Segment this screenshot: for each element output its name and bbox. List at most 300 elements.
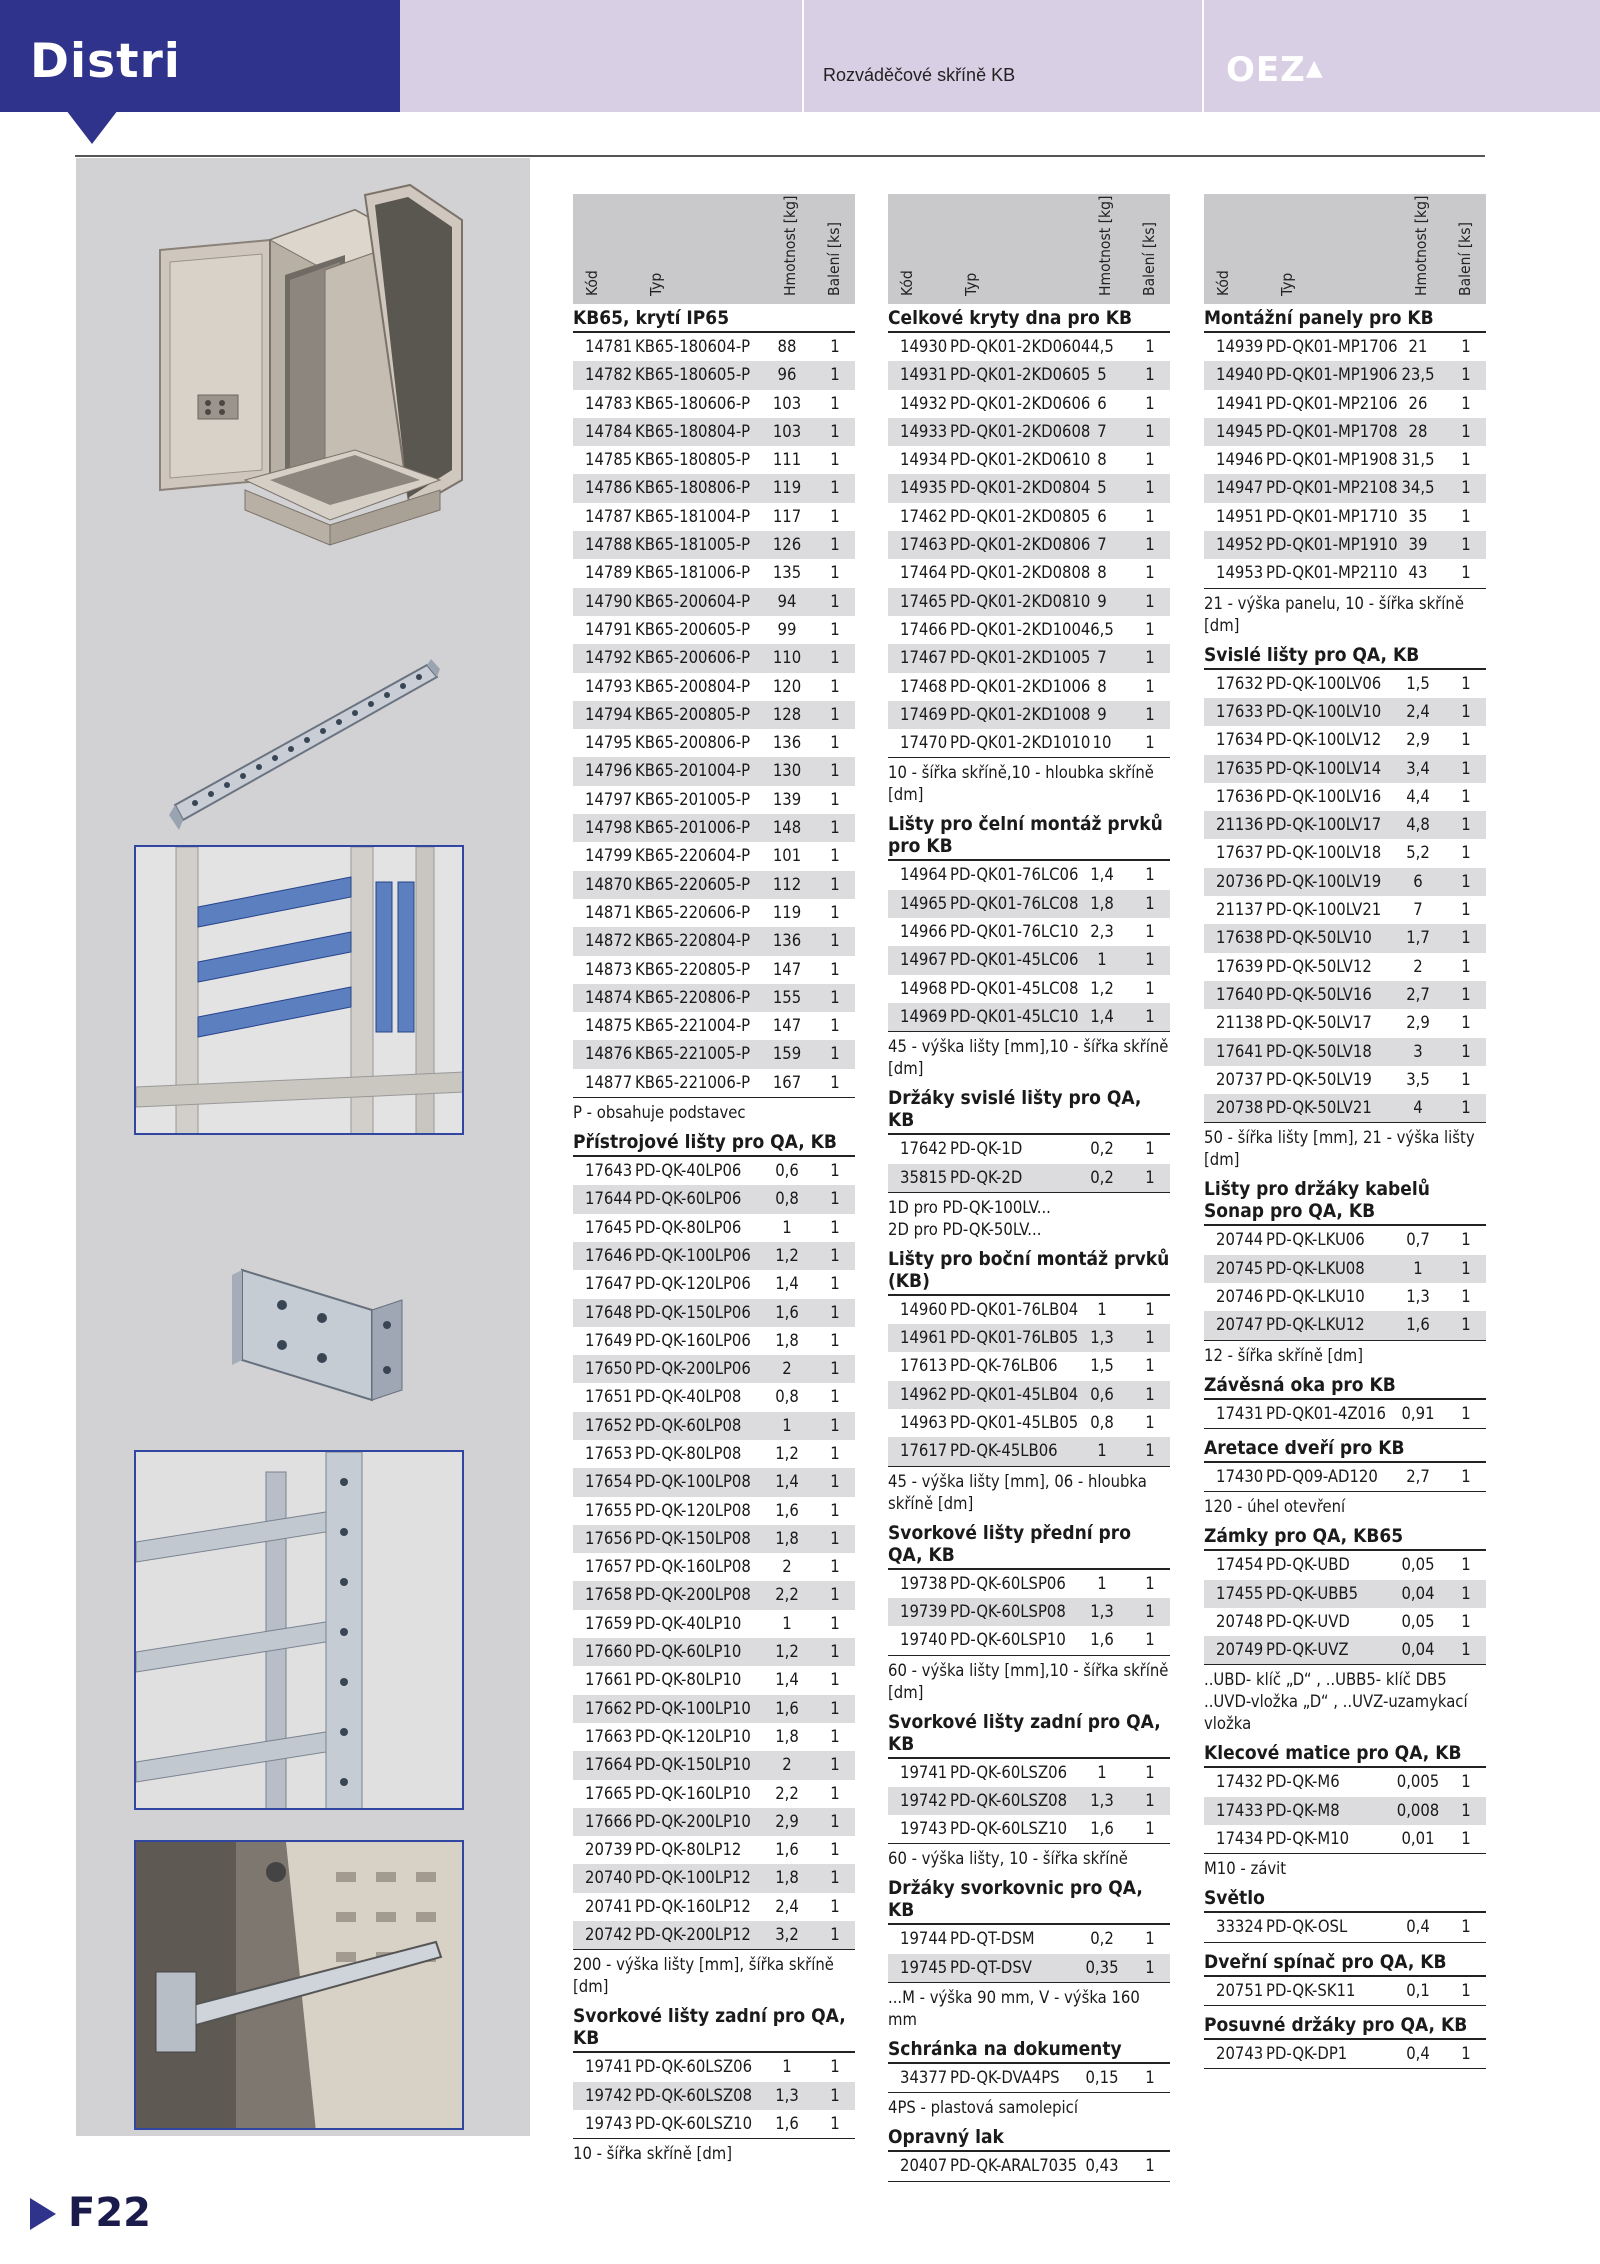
cell-type: PD-QK-80LP06 [635, 1217, 742, 1237]
table-row [1204, 361, 1486, 389]
cell-code: 14933 [900, 421, 948, 441]
header-type: Typ [962, 272, 980, 296]
cell-pack: 1 [1145, 1006, 1155, 1026]
cell-weight: 1,8 [775, 1528, 799, 1548]
table-row [888, 1296, 1170, 1324]
cell-pack: 1 [1145, 1413, 1155, 1433]
section-title: Lišty pro boční montáž prvků (KB) [888, 1245, 1170, 1296]
cell-code: 20747 [1216, 1315, 1264, 1335]
cell-pack: 1 [830, 421, 840, 441]
cell-pack: 1 [830, 478, 840, 498]
header-code: Kód [583, 270, 601, 296]
table-row [1204, 896, 1486, 924]
cell-weight: 0,05 [1401, 1611, 1435, 1631]
cell-type: PD-QK01-2KD0808 [950, 563, 1091, 583]
cell-type: KB65-200604-P [635, 591, 751, 611]
cell-type: PD-QK01-45LC10 [950, 1006, 1079, 1026]
table-row [573, 531, 855, 559]
section-note: 45 - výška lišty [mm], 06 - hloubka skříně [dm] [888, 1466, 1170, 1519]
cell-code: 14793 [585, 676, 633, 696]
cell-type: PD-QK-50LV18 [1266, 1041, 1372, 1061]
section-title: Závěsná oka pro KB [1204, 1371, 1486, 1400]
section-title: Klecové matice pro QA, KB [1204, 1739, 1486, 1768]
cell-code: 14789 [585, 563, 633, 583]
cell-type: KB65-181004-P [635, 506, 751, 526]
table-row [888, 446, 1170, 474]
cell-weight: 167 [772, 1072, 802, 1092]
table-row [573, 1412, 855, 1440]
cell-code: 17659 [585, 1613, 633, 1633]
cell-weight: 7 [1097, 421, 1107, 441]
cell-weight: 147 [772, 1016, 802, 1036]
cell-weight: 1,8 [775, 1726, 799, 1746]
section-note: 10 - šířka skříně,10 - hloubka skříně [dm] [888, 757, 1170, 810]
cell-code: 14940 [1216, 365, 1264, 385]
header-weight: Hmotnost [kg] [1096, 195, 1114, 296]
cell-type: KB65-201005-P [635, 789, 751, 809]
cell-weight: 119 [772, 902, 802, 922]
cell-pack: 1 [1461, 673, 1471, 693]
cell-code: 14946 [1216, 450, 1264, 470]
cell-code: 19740 [900, 1630, 948, 1650]
cell-weight: 130 [772, 761, 802, 781]
table-row [888, 1787, 1170, 1815]
section-title: Opravný lak [888, 2123, 1170, 2152]
cell-code: 17658 [585, 1585, 633, 1605]
cell-code: 14962 [900, 1384, 948, 1404]
cell-weight: 0,05 [1401, 1555, 1435, 1575]
cell-type: KB65-221004-P [635, 1016, 751, 1036]
table-row [573, 559, 855, 587]
cell-type: PD-QK-M8 [1266, 1800, 1340, 1820]
cell-pack: 1 [1145, 950, 1155, 970]
table-row [1204, 1038, 1486, 1066]
cell-pack: 1 [830, 450, 840, 470]
cell-pack: 1 [1461, 1555, 1471, 1575]
cell-type: KB65-220606-P [635, 902, 751, 922]
cell-weight: 9 [1097, 591, 1107, 611]
cell-type: PD-QK-160LP10 [635, 1783, 751, 1803]
section-title: Držáky svorkovnic pro QA, KB [888, 1874, 1170, 1925]
cell-type: PD-QK-UBB5 [1266, 1583, 1359, 1603]
cell-type: PD-QK01-2KD0606 [950, 393, 1091, 413]
table-row [573, 1525, 855, 1553]
table-row [573, 588, 855, 616]
cell-type: PD-QK-OSL [1266, 1917, 1348, 1937]
cell-pack: 1 [830, 931, 840, 951]
cell-pack: 1 [1461, 1069, 1471, 1089]
cell-weight: 43 [1408, 563, 1428, 583]
column-header [1204, 194, 1486, 304]
cell-weight: 0,01 [1401, 1828, 1435, 1848]
table-row [1204, 390, 1486, 418]
cell-pack: 1 [1461, 928, 1471, 948]
cell-weight: 1,7 [1406, 928, 1430, 948]
cell-type: PD-QK-50LV12 [1266, 956, 1372, 976]
cell-type: PD-QK01-2KD0608 [950, 421, 1091, 441]
table-row [888, 644, 1170, 672]
cell-type: PD-QK01-MP1708 [1266, 421, 1398, 441]
cell-pack: 1 [830, 1472, 840, 1492]
cell-type: PD-QK01-MP1908 [1266, 450, 1398, 470]
cell-pack: 1 [1461, 450, 1471, 470]
cell-weight: 147 [772, 959, 802, 979]
cell-code: 17633 [1216, 701, 1264, 721]
cell-code: 19739 [900, 1601, 948, 1621]
cell-pack: 1 [830, 1072, 840, 1092]
cell-code: 14783 [585, 393, 633, 413]
cell-weight: 10 [1092, 733, 1112, 753]
table-row [888, 474, 1170, 502]
header-weight: Hmotnost [kg] [781, 195, 799, 296]
cell-type: PD-QK-UBD [1266, 1555, 1350, 1575]
cell-type: PD-QK-1D [950, 1139, 1023, 1159]
cell-code: 14941 [1216, 393, 1264, 413]
table-row [888, 2152, 1170, 2180]
cell-pack: 1 [1145, 506, 1155, 526]
cell-type: PD-Q09-AD120 [1266, 1466, 1378, 1486]
cell-type: PD-QK-60LSZ06 [635, 2057, 753, 2077]
table-row [1204, 670, 1486, 698]
table-row [573, 2053, 855, 2081]
cell-pack: 1 [1145, 1762, 1155, 1782]
cell-code: 17653 [585, 1443, 633, 1463]
cell-type: PD-QK01-76LC06 [950, 865, 1079, 885]
cell-type: KB65-200606-P [635, 648, 751, 668]
section-note: P - obsahuje podstavec [573, 1097, 855, 1128]
cell-pack: 1 [830, 704, 840, 724]
cell-pack: 1 [1145, 704, 1155, 724]
cell-type: PD-QK-160LP08 [635, 1557, 751, 1577]
table-row [888, 418, 1170, 446]
cell-weight: 0,2 [1090, 1929, 1114, 1949]
cell-weight: 0,04 [1401, 1583, 1435, 1603]
table-row [573, 503, 855, 531]
cell-code: 14781 [585, 337, 633, 356]
table-row [573, 1836, 855, 1864]
cell-code: 17613 [900, 1356, 948, 1376]
cell-code: 19742 [900, 1790, 948, 1810]
cell-code: 14951 [1216, 506, 1264, 526]
cell-pack: 1 [1145, 1139, 1155, 1159]
cell-type: KB65-180804-P [635, 421, 751, 441]
section-note: 50 - šířka lišty [mm], 21 - výška lišty [dm] [1204, 1122, 1486, 1175]
header-weight: Hmotnost [kg] [1412, 195, 1430, 296]
cell-code: 14960 [900, 1299, 948, 1319]
table-row [888, 588, 1170, 616]
brand-triangle [66, 110, 118, 144]
cell-pack: 1 [830, 1896, 840, 1916]
cell-code: 14798 [585, 818, 633, 838]
cell-code: 21136 [1216, 815, 1264, 835]
cell-code: 14947 [1216, 478, 1264, 498]
cell-weight: 135 [772, 563, 802, 583]
section-note: M10 - závit [1204, 1853, 1486, 1884]
table-row [573, 1468, 855, 1496]
cell-type: PD-QK01-MP1906 [1266, 365, 1398, 385]
cell-code: 14782 [585, 365, 633, 385]
cell-weight: 1,6 [775, 1698, 799, 1718]
table-row [573, 1327, 855, 1355]
brand-title: Distri [30, 34, 181, 89]
table-row [1204, 559, 1486, 587]
cell-code: 17637 [1216, 843, 1264, 863]
cell-weight: 0,6 [1090, 1384, 1114, 1404]
table-row [888, 861, 1170, 889]
cell-pack: 1 [1145, 1819, 1155, 1839]
cell-weight: 2,2 [775, 1585, 799, 1605]
cell-weight: 1 [782, 1415, 792, 1435]
cell-type: PD-QK01-2KD1010 [950, 733, 1091, 753]
header-rule [75, 155, 1485, 157]
cell-code: 17643 [585, 1161, 633, 1181]
cell-weight: 103 [772, 393, 802, 413]
cell-code: 17430 [1216, 1466, 1264, 1486]
table-row [573, 786, 855, 814]
cell-weight: 0,2 [1090, 1167, 1114, 1187]
table-row [888, 1135, 1170, 1163]
cell-weight: 94 [777, 591, 797, 611]
cell-weight: 1,4 [775, 1274, 799, 1294]
cell-code: 17662 [585, 1698, 633, 1718]
cell-type: PD-QK01-2KD1008 [950, 704, 1091, 724]
table-row [573, 899, 855, 927]
cell-weight: 101 [772, 846, 802, 866]
cell-code: 17462 [900, 506, 948, 526]
cell-pack: 1 [1461, 1772, 1471, 1792]
cell-weight: 112 [772, 874, 802, 894]
cell-weight: 96 [777, 365, 797, 385]
cell-pack: 1 [830, 818, 840, 838]
table-row [1204, 1066, 1486, 1094]
cell-pack: 1 [830, 591, 840, 611]
table-row [573, 927, 855, 955]
cell-type: PD-QK-60LSZ08 [635, 2085, 753, 2105]
cell-pack: 1 [830, 535, 840, 555]
table-row [1204, 1797, 1486, 1825]
cell-weight: 1 [1097, 1573, 1107, 1593]
cell-code: 20736 [1216, 871, 1264, 891]
table-row [573, 2110, 855, 2138]
cell-code: 20746 [1216, 1287, 1264, 1307]
cell-weight: 0,04 [1401, 1640, 1435, 1660]
cell-type: PD-QK-LKU12 [1266, 1315, 1365, 1335]
cell-type: PD-QK01-76LB05 [950, 1328, 1079, 1348]
section-note: 60 - výška lišty [mm],10 - šířka skříně [dm] [888, 1655, 1170, 1708]
section-title: Svorkové lišty přední pro QA, KB [888, 1519, 1170, 1570]
cell-pack: 1 [1461, 506, 1471, 526]
cell-type: KB65-181006-P [635, 563, 751, 583]
cell-weight: 1 [782, 1217, 792, 1237]
cell-pack: 1 [830, 2085, 840, 2105]
cell-code: 14873 [585, 959, 633, 979]
table-row [573, 1214, 855, 1242]
cell-pack: 1 [830, 1161, 840, 1181]
cell-pack: 1 [1461, 1800, 1471, 1820]
cell-type: PD-QK-76LB06 [950, 1356, 1058, 1376]
cell-code: 19743 [900, 1819, 948, 1839]
cell-pack: 1 [1145, 733, 1155, 753]
cell-code: 14963 [900, 1413, 948, 1433]
section-title: Svorkové lišty zadní pro QA, KB [573, 2002, 855, 2053]
section-note: 45 - výška lišty [mm],10 - šířka skříně [dm] [888, 1031, 1170, 1084]
cell-type: PD-QK01-2KD0805 [950, 506, 1091, 526]
cell-pack: 1 [1461, 1098, 1471, 1118]
cell-pack: 1 [830, 1330, 840, 1350]
table-row [573, 1553, 855, 1581]
cell-type: PD-QK-LKU06 [1266, 1230, 1365, 1250]
section-title: Dveřní spínač pro QA, KB [1204, 1948, 1486, 1977]
cell-weight: 139 [772, 789, 802, 809]
bracket-image [222, 1250, 412, 1420]
cell-code: 17468 [900, 676, 948, 696]
cell-weight: 1,2 [775, 1443, 799, 1463]
cell-code: 17651 [585, 1387, 633, 1407]
cell-code: 14965 [900, 893, 948, 913]
table-row [888, 1815, 1170, 1843]
cell-type: PD-QK-60LP10 [635, 1642, 742, 1662]
cell-pack: 1 [1461, 984, 1471, 1004]
cell-pack: 1 [1145, 1957, 1155, 1977]
table-row [1204, 1311, 1486, 1339]
cell-type: PD-QK-40LP06 [635, 1161, 742, 1181]
cell-weight: 1,6 [1406, 1315, 1430, 1335]
cell-code: 17642 [900, 1139, 948, 1159]
table-row [888, 1352, 1170, 1380]
cell-pack: 1 [1145, 1630, 1155, 1650]
cell-weight: 128 [772, 704, 802, 724]
table-row [573, 1383, 855, 1411]
cell-type: PD-QK01-76LC08 [950, 893, 1079, 913]
table-row [573, 1666, 855, 1694]
section-title: KB65, krytí IP65 [573, 304, 855, 333]
cell-pack: 1 [830, 1868, 840, 1888]
table-row [1204, 811, 1486, 839]
cell-pack: 1 [830, 959, 840, 979]
table-row [573, 1610, 855, 1638]
cell-type: PD-QK-100LV19 [1266, 871, 1382, 891]
cell-weight: 26 [1408, 393, 1428, 413]
cell-code: 14876 [585, 1044, 633, 1064]
header-pack: Balení [ks] [1456, 222, 1474, 296]
cell-type: KB65-201006-P [635, 818, 751, 838]
cell-code: 17663 [585, 1726, 633, 1746]
table-row [1204, 503, 1486, 531]
cell-code: 19743 [585, 2113, 633, 2133]
cell-code: 14952 [1216, 535, 1264, 555]
cell-pack: 1 [1461, 365, 1471, 385]
cell-pack: 1 [1461, 758, 1471, 778]
cell-pack: 1 [1461, 843, 1471, 863]
table-row [1204, 953, 1486, 981]
cell-type: PD-QK01-45LB05 [950, 1413, 1079, 1433]
cell-code: 14964 [900, 865, 948, 885]
table-column-3 [1204, 194, 1486, 2074]
cell-weight: 1,4 [775, 1472, 799, 1492]
table-row [1204, 2040, 1486, 2068]
cell-weight: 1,6 [775, 2113, 799, 2133]
table-row [888, 946, 1170, 974]
cell-code: 17639 [1216, 956, 1264, 976]
cell-weight: 0,15 [1085, 2067, 1119, 2087]
cell-weight: 0,4 [1406, 2043, 1430, 2063]
cell-type: PD-QK-100LV14 [1266, 758, 1382, 778]
table-row [888, 701, 1170, 729]
cell-type: PD-QK-M10 [1266, 1828, 1350, 1848]
cell-pack: 1 [830, 2113, 840, 2133]
cell-weight: 1,2 [775, 1245, 799, 1265]
cell-code: 20742 [585, 1925, 633, 1945]
cell-pack: 1 [1461, 1583, 1471, 1603]
cell-type: KB65-220806-P [635, 987, 751, 1007]
cell-pack: 1 [830, 1245, 840, 1265]
cell-pack: 1 [1461, 1917, 1471, 1937]
section-title: Celkové kryty dna pro KB [888, 304, 1170, 333]
cell-pack: 1 [1461, 1258, 1471, 1278]
cell-pack: 1 [830, 1016, 840, 1036]
cell-weight: 1,2 [775, 1642, 799, 1662]
oez-logo: OEZ▲ [1226, 50, 1324, 90]
cell-type: KB65-221006-P [635, 1072, 751, 1092]
cell-code: 19745 [900, 1957, 948, 1977]
cell-code: 14945 [1216, 421, 1264, 441]
cell-code: 17661 [585, 1670, 633, 1690]
cell-pack: 1 [830, 676, 840, 696]
cell-pack: 1 [1145, 450, 1155, 470]
cell-weight: 2,7 [1406, 984, 1430, 1004]
cell-weight: 148 [772, 818, 802, 838]
cell-pack: 1 [1461, 1013, 1471, 1033]
table-row [573, 1808, 855, 1836]
table-row [573, 1780, 855, 1808]
door-detail-image [134, 1840, 464, 2130]
cell-code: 14787 [585, 506, 633, 526]
table-row [573, 1497, 855, 1525]
table-row [1204, 1768, 1486, 1796]
cell-weight: 5 [1097, 478, 1107, 498]
cell-type: PD-QK01-2KD0806 [950, 535, 1091, 555]
table-row [573, 1157, 855, 1185]
cell-type: KB65-180604-P [635, 337, 751, 356]
header-type: Typ [647, 272, 665, 296]
cell-type: PD-QK-160LP06 [635, 1330, 751, 1350]
section-title: Držáky svislé lišty pro QA, KB [888, 1084, 1170, 1135]
table-row [573, 842, 855, 870]
cell-type: KB65-200806-P [635, 733, 751, 753]
cell-pack: 1 [830, 1840, 840, 1860]
cell-type: PD-QK-60LP06 [635, 1189, 742, 1209]
cell-code: 20741 [585, 1896, 633, 1916]
cell-pack: 1 [1145, 619, 1155, 639]
cell-code: 14871 [585, 902, 633, 922]
cell-code: 14939 [1216, 337, 1264, 356]
cell-weight: 120 [772, 676, 802, 696]
section-title: Aretace dveří pro KB [1204, 1434, 1486, 1463]
section-note: 10 - šířka skříně [dm] [573, 2138, 855, 2169]
cell-code: 19744 [900, 1929, 948, 1949]
table-row [1204, 1825, 1486, 1853]
cell-pack: 1 [1461, 535, 1471, 555]
cell-weight: 103 [772, 421, 802, 441]
cell-type: PD-QK-100LP06 [635, 1245, 751, 1265]
table-row [573, 757, 855, 785]
cell-type: PD-QK01-2KD0605 [950, 365, 1091, 385]
cell-pack: 1 [830, 1415, 840, 1435]
section-title: Svorkové lišty zadní pro QA, KB [888, 1708, 1170, 1759]
table-row [573, 1355, 855, 1383]
cell-code: 14969 [900, 1006, 948, 1026]
cell-code: 17470 [900, 733, 948, 753]
